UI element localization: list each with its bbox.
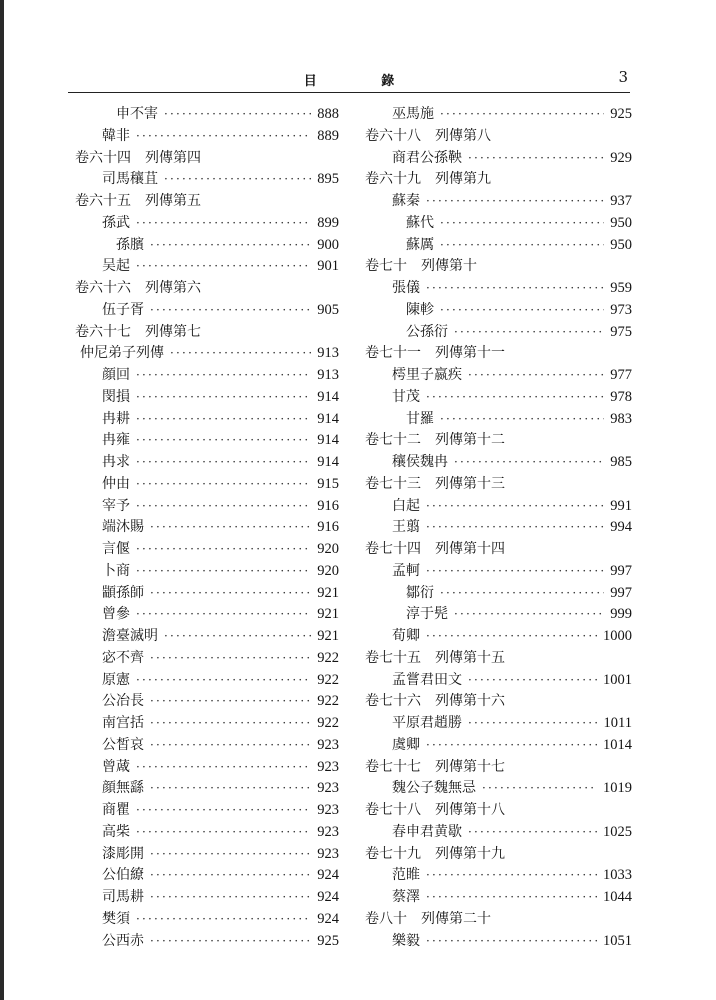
toc-entry [75,886,339,908]
toc-entry-title: 巫馬施 [392,106,434,122]
dot-leader [136,412,311,426]
dot-leader [426,390,604,404]
toc-entry [75,473,339,495]
toc-entry [365,516,632,538]
toc-entry [75,799,339,821]
dot-leader [440,107,604,121]
dot-leader [150,716,311,730]
toc-page-number: 997 [610,562,632,579]
dot-leader [440,238,604,252]
toc-chapter-heading [75,190,339,212]
toc-entry [365,147,632,169]
dot-leader [482,781,597,795]
dot-leader [136,477,311,491]
toc-entry [75,712,339,734]
toc-chapter-heading [365,168,632,190]
toc-entry [365,712,632,734]
dot-leader [150,847,311,861]
toc-entry-title: 卷六十四 列傳第四 [75,149,201,166]
toc-entry [365,386,632,408]
toc-page-number: 929 [610,149,632,166]
toc-page-number: 921 [317,584,339,601]
toc-entry-title: 漆彫開 [102,845,144,862]
toc-entry-title: 孫武 [102,214,130,231]
dot-leader [150,651,311,665]
toc-left-column [75,103,339,951]
toc-entry [365,886,632,908]
toc-entry-title: 孟軻 [392,562,420,579]
toc-page-number: 900 [317,236,339,253]
toc-entry-title: 澹臺滅明 [102,628,158,644]
toc-entry-title: 宰予 [102,497,130,514]
toc-entry-title: 卷七十二 列傳第十二 [365,432,505,449]
dot-leader [426,738,597,752]
toc-entry [75,386,339,408]
toc-page-number: 922 [317,693,339,710]
toc-entry-title: 冉雍 [102,432,130,449]
toc-entry [75,168,339,190]
dot-leader [426,890,597,904]
toc-page-number: 901 [317,258,339,275]
toc-entry-title: 蔡澤 [392,889,420,905]
toc-page-number: 923 [317,780,339,797]
toc-entry-title: 卷七十九 列傳第十九 [365,845,505,862]
toc-entry-title: 蘇秦 [392,193,420,209]
toc-entry-title: 仲由 [102,475,130,492]
toc-page-number: 1025 [603,823,632,840]
toc-entry-title: 淳于髡 [406,606,448,623]
toc-page-number: 924 [317,867,339,884]
toc-page-number: 924 [317,910,339,927]
dot-leader [136,499,311,513]
dot-leader [136,673,311,687]
toc-page-number: 920 [317,541,339,557]
dot-leader [150,781,311,795]
toc-chapter-heading [365,647,632,669]
toc-entry [365,777,632,799]
toc-entry-title: 卷七十八 列傳第十八 [365,802,505,818]
toc-entry-title: 原憲 [102,671,130,688]
dot-leader [426,520,604,534]
toc-entry [75,125,339,147]
toc-entry [365,603,632,625]
toc-page-number: 914 [317,454,339,470]
dot-leader [440,412,604,426]
dot-leader [136,825,311,839]
toc-page-number: 1044 [603,889,632,905]
toc-entry [75,669,339,691]
toc-page-number: 1019 [603,780,632,797]
toc-page-number: 923 [317,758,339,775]
toc-entry-title: 卷七十四 列傳第十四 [365,541,505,557]
toc-entry-title: 卷七十一 列傳第十一 [365,345,505,362]
toc-entry [365,560,632,582]
toc-page-number: 1000 [603,628,632,644]
toc-entry-title: 春申君黄歇 [392,823,462,840]
toc-entry [365,669,632,691]
dot-leader [136,607,311,621]
dot-leader [136,433,311,447]
toc-entry-title: 仲尼弟子列傳 [80,345,164,362]
toc-page-number: 922 [317,715,339,731]
toc-entry-title: 顔無繇 [102,780,144,797]
toc-chapter-heading [365,473,632,495]
toc-page-number: 1014 [603,736,632,753]
toc-page-number: 922 [317,671,339,688]
toc-page-number: 923 [317,845,339,862]
toc-entry [75,582,339,604]
toc-entry-title: 伍子胥 [102,301,144,318]
dot-leader [468,368,604,382]
toc-entry [75,234,339,256]
toc-page-number: 1001 [603,671,632,688]
toc-entry [365,408,632,430]
toc-entry [365,364,632,386]
toc-page-number: 1051 [603,932,632,949]
dot-leader [468,673,597,687]
dot-leader [150,238,311,252]
toc-chapter-heading [75,321,339,343]
toc-page-number: 899 [317,214,339,231]
toc-page-number: 895 [317,171,339,188]
toc-chapter-heading [75,147,339,169]
toc-page-number: 888 [317,106,339,122]
toc-entry-title: 商瞿 [102,802,130,818]
toc-entry [365,277,632,299]
dot-leader [150,890,311,904]
toc-page-number: 921 [317,606,339,623]
toc-entry-title: 樗里子嬴疾 [392,367,462,383]
dot-leader [468,716,598,730]
dot-leader [164,629,311,643]
toc-entry-title: 王翦 [392,519,420,536]
toc-entry-title: 平原君趙勝 [392,715,462,731]
toc-entry [75,364,339,386]
toc-page-number: 922 [317,649,339,666]
toc-entry [365,625,632,647]
toc-entry-title: 卷六十六 列傳第六 [75,280,201,296]
toc-entry-title: 冉求 [102,454,130,470]
toc-entry [365,451,632,473]
toc-page-number: 1011 [603,715,632,731]
dot-leader [164,107,311,121]
toc-page-number: 978 [610,388,632,405]
toc-entry-title: 張儀 [392,280,420,296]
toc-entry-title: 卜商 [102,562,130,579]
toc-chapter-heading [365,799,632,821]
toc-page-number: 924 [317,889,339,905]
toc-entry-title: 蘇厲 [406,236,434,253]
toc-page-number: 959 [610,280,632,296]
dot-leader [136,564,311,578]
toc-chapter-heading [365,690,632,712]
toc-page-number: 889 [317,127,339,144]
toc-entry [75,908,339,930]
toc-entry [365,103,632,125]
toc-entry-title: 卷七十 列傳第十 [365,258,477,275]
toc-page-number: 905 [317,301,339,318]
toc-entry [75,342,339,364]
dot-leader [170,346,311,360]
toc-entry [75,843,339,865]
dot-leader [136,368,311,382]
toc-page-number: 916 [317,497,339,514]
toc-entry [365,299,632,321]
toc-entry-title: 虞卿 [392,736,420,753]
toc-entry [75,516,339,538]
toc-page-number: 914 [317,388,339,405]
page-edge [0,0,4,1000]
toc-chapter-heading [365,843,632,865]
toc-entry-title: 甘羅 [406,410,434,427]
dot-leader [150,934,311,948]
toc-entry-title: 陳軫 [406,301,434,318]
toc-entry-title: 卷六十七 列傳第七 [75,323,201,340]
toc-page-number: 999 [610,606,632,623]
dot-leader [426,281,604,295]
toc-entry [75,734,339,756]
toc-entry-title: 司馬穰苴 [102,171,158,188]
dot-leader [136,912,311,926]
dot-leader [136,455,311,469]
dot-leader [426,629,597,643]
toc-entry-title: 言偃 [102,541,130,557]
toc-page-number: 977 [610,367,632,383]
toc-entry [75,560,339,582]
toc-page-number: 913 [317,345,339,362]
toc-entry-title: 曾參 [102,606,130,623]
toc-entry-title: 吴起 [102,258,130,275]
toc-page-number: 915 [317,475,339,492]
toc-entry-title: 公冶長 [102,693,144,710]
toc-entry [365,495,632,517]
toc-entry [365,234,632,256]
toc-entry-title: 白起 [392,497,420,514]
dot-leader [426,868,597,882]
toc-entry [75,690,339,712]
dot-leader [136,259,311,273]
dot-leader [136,129,311,143]
toc-entry-title: 韓非 [102,127,130,144]
dot-leader [136,760,311,774]
toc-entry [365,190,632,212]
dot-leader [136,542,311,556]
toc-chapter-heading [365,255,632,277]
toc-entry [75,777,339,799]
toc-entry-title: 公伯繚 [102,867,144,884]
dot-leader [136,803,311,817]
toc-page-number: 923 [317,823,339,840]
toc-chapter-heading [365,538,632,560]
toc-entry-title: 卷六十八 列傳第八 [365,127,491,144]
toc-entry [365,321,632,343]
dot-leader [150,303,311,317]
toc-entry-title: 魏公子魏無忌 [392,780,476,797]
toc-entry [75,103,339,125]
dot-leader [150,586,311,600]
page-header [68,68,630,92]
toc-chapter-heading [365,125,632,147]
toc-page-number: 913 [317,367,339,383]
toc-page-number: 994 [610,519,632,536]
dot-leader [150,868,311,882]
toc-page-number: 975 [610,323,632,340]
toc-page-number: 991 [610,497,632,514]
toc-entry-title: 司馬耕 [102,889,144,905]
toc-entry [75,212,339,234]
toc-entry [365,734,632,756]
toc-page-number: 925 [610,106,632,122]
toc-page-number: 973 [610,301,632,318]
toc-entry-title: 宓不齊 [102,649,144,666]
toc-entry-title: 鄒衍 [406,584,434,601]
toc-entry-title: 公皙哀 [102,736,144,753]
toc-entry [75,299,339,321]
toc-entry [75,429,339,451]
toc-entry-title: 卷七十五 列傳第十五 [365,649,505,666]
dot-leader [136,390,311,404]
toc-entry [75,603,339,625]
toc-page-number: 985 [610,454,632,470]
toc-page-number: 950 [610,236,632,253]
toc-entry [75,821,339,843]
toc-entry [365,821,632,843]
toc-page-number: 923 [317,736,339,753]
dot-leader [426,194,604,208]
dot-leader [454,607,604,621]
dot-leader [454,325,604,339]
toc-page-number: 1033 [603,867,632,884]
toc-entry [75,647,339,669]
toc-page-number: 916 [317,519,339,536]
toc-page-number: 983 [610,410,632,427]
toc-page-number: 997 [610,584,632,601]
toc-entry-title: 商君公孫鞅 [392,149,462,166]
dot-leader [136,216,311,230]
toc-entry-title: 冉耕 [102,410,130,427]
toc-entry [75,864,339,886]
toc-entry-title: 樊須 [102,910,130,927]
toc-entry-title: 卷七十七 列傳第十七 [365,758,505,775]
toc-entry [365,930,632,952]
toc-entry [75,538,339,560]
toc-entry-title: 范睢 [392,867,420,884]
toc-page-number: 920 [317,562,339,579]
toc-chapter-heading [365,756,632,778]
toc-entry-title: 穰侯魏冉 [392,454,448,470]
toc-entry-title: 曾蒧 [102,758,130,775]
dot-leader [426,934,597,948]
toc-entry-title: 公西赤 [102,932,144,949]
toc-entry [75,756,339,778]
toc-entry-title: 孫臏 [116,236,144,253]
toc-page-number: 925 [317,932,339,949]
page-title: 目 錄 [303,74,425,89]
toc-chapter-heading [365,908,632,930]
toc-page-number: 937 [610,193,632,209]
toc-entry-title: 孟嘗君田文 [392,671,462,688]
toc-entry-title: 荀卿 [392,628,420,644]
toc-page-number: 923 [317,802,339,818]
dot-leader [426,499,604,513]
toc-right-column [365,103,632,951]
toc-entry-title: 蘇代 [406,214,434,231]
toc-entry [75,451,339,473]
toc-entry-title: 申不害 [116,106,158,122]
dot-leader [440,586,604,600]
dot-leader [440,303,604,317]
toc-page-number: 914 [317,432,339,449]
toc-entry [365,212,632,234]
toc-entry-title: 卷六十五 列傳第五 [75,193,201,209]
dot-leader [150,738,311,752]
toc-entry-title: 卷六十九 列傳第九 [365,171,491,188]
toc-entry-title: 顓孫師 [102,584,144,601]
dot-leader [164,172,311,186]
toc-entry-title: 卷七十六 列傳第十六 [365,693,505,710]
header-rule [68,92,630,93]
dot-leader [150,520,311,534]
toc-entry [365,864,632,886]
dot-leader [454,455,604,469]
toc-page-number: 950 [610,214,632,231]
dot-leader [468,151,604,165]
toc-entry-title: 甘茂 [392,388,420,405]
toc-entry-title: 端沐賜 [102,519,144,536]
toc-page-number: 914 [317,410,339,427]
toc-entry [75,408,339,430]
toc-entry-title: 南宫括 [102,715,144,731]
toc-entry [75,930,339,952]
toc-entry [75,625,339,647]
toc-entry-title: 樂毅 [392,932,420,949]
toc-entry [75,495,339,517]
toc-chapter-heading [365,342,632,364]
toc-entry-title: 顔回 [102,367,130,383]
toc-entry-title: 卷七十三 列傳第十三 [365,475,505,492]
toc-entry [75,255,339,277]
toc-entry-title: 卷八十 列傳第二十 [365,910,491,927]
toc-entry-title: 高柴 [102,823,130,840]
dot-leader [150,694,311,708]
toc-entry-title: 閔損 [102,388,130,405]
toc-entry [365,582,632,604]
dot-leader [426,564,604,578]
toc-chapter-heading [365,429,632,451]
dot-leader [468,825,597,839]
toc-entry-title: 公孫衍 [406,323,448,340]
dot-leader [440,216,604,230]
toc-page-number: 921 [317,628,339,644]
toc-chapter-heading [75,277,339,299]
page-number: 3 [618,68,628,86]
